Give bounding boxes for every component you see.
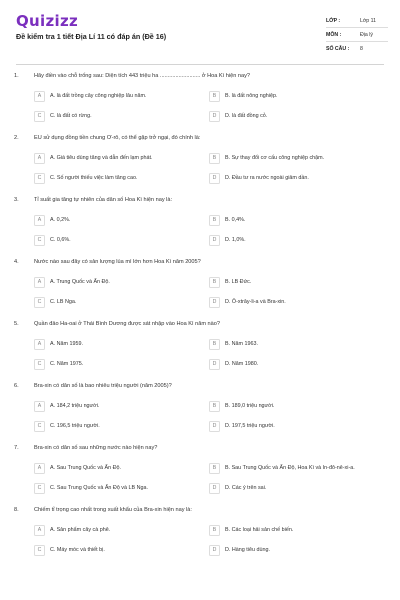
option-text: A. 0,2%. bbox=[50, 216, 71, 223]
meta-label: SỐ CÂU : bbox=[326, 46, 350, 52]
header-divider bbox=[16, 64, 384, 65]
option-letter-box[interactable]: C bbox=[34, 483, 45, 494]
question-text: Bra-xin có dân số sau những nước nào hiện nay? bbox=[34, 445, 158, 451]
option-letter-box[interactable]: A bbox=[34, 91, 45, 102]
option-text: B. Các loại hải sản chế biến. bbox=[225, 526, 294, 533]
answer-option-b[interactable] bbox=[209, 151, 384, 165]
option-letter-box[interactable]: C bbox=[34, 111, 45, 122]
answer-options bbox=[34, 523, 384, 557]
option-letter-box[interactable]: A bbox=[34, 277, 45, 288]
answer-option-d[interactable] bbox=[209, 109, 384, 123]
option-letter-box[interactable]: D bbox=[209, 359, 220, 370]
option-text: D. là đất đồng cỏ. bbox=[225, 112, 268, 119]
option-letter-box[interactable]: C bbox=[34, 359, 45, 370]
answer-option-a[interactable] bbox=[34, 337, 209, 351]
option-letter-box[interactable]: B bbox=[209, 339, 220, 350]
document-title: Đề kiểm tra 1 tiết Địa Lí 11 có đáp án (Đề 16) bbox=[16, 32, 167, 41]
option-text: A. Sau Trung Quốc và Ấn Độ. bbox=[50, 464, 122, 471]
option-letter-box[interactable]: D bbox=[209, 483, 220, 494]
question-text: Chiếm tỉ trọng cao nhất trong xuất khẩu của Bra-xin hiện nay là: bbox=[34, 507, 192, 513]
question-item bbox=[0, 134, 400, 185]
question-stem bbox=[0, 506, 400, 514]
quizizz-logo: Quizizz bbox=[16, 12, 79, 30]
meta-row-class bbox=[326, 14, 388, 28]
question-number: 8. bbox=[14, 507, 19, 513]
option-text: B. 189,0 triệu người. bbox=[225, 402, 275, 409]
answer-option-c[interactable] bbox=[34, 357, 209, 371]
option-letter-box[interactable]: D bbox=[209, 173, 220, 184]
answer-option-b[interactable] bbox=[209, 213, 384, 227]
answer-option-a[interactable] bbox=[34, 213, 209, 227]
option-text: B. là đất nông nghiệp. bbox=[225, 92, 278, 99]
option-text: A. là đất trồng cây công nghiệp lâu năm. bbox=[50, 92, 147, 99]
question-text: Quần đảo Ha-oai ở Thái Bình Dương được sát nhập vào Hoa Kì năm nào? bbox=[34, 321, 221, 327]
answer-option-b[interactable] bbox=[209, 399, 384, 413]
answer-option-a[interactable] bbox=[34, 89, 209, 103]
option-text: B. 0,4%. bbox=[225, 216, 246, 223]
meta-value: Địa lý bbox=[360, 31, 373, 38]
option-text: D. Các ý trên sai. bbox=[225, 484, 267, 491]
question-item bbox=[0, 320, 400, 371]
answer-option-d[interactable] bbox=[209, 481, 384, 495]
answer-option-a[interactable] bbox=[34, 523, 209, 537]
question-item bbox=[0, 506, 400, 557]
option-text: D. 197,5 triệu người. bbox=[225, 422, 275, 429]
answer-option-d[interactable] bbox=[209, 233, 384, 247]
question-number: 7. bbox=[14, 445, 19, 451]
question-item bbox=[0, 72, 400, 123]
question-number: 4. bbox=[14, 259, 19, 265]
option-text: B. Sự thay đổi cơ cấu công nghiệp chậm. bbox=[225, 154, 325, 161]
answer-option-b[interactable] bbox=[209, 89, 384, 103]
question-stem bbox=[0, 444, 400, 452]
question-stem bbox=[0, 258, 400, 266]
answer-option-b[interactable] bbox=[209, 523, 384, 537]
option-text: C. Số người thiếu việc làm tăng cao. bbox=[50, 174, 138, 181]
option-letter-box[interactable]: D bbox=[209, 111, 220, 122]
meta-label: LỚP : bbox=[326, 17, 341, 24]
answer-option-b[interactable] bbox=[209, 461, 384, 475]
option-letter-box[interactable]: B bbox=[209, 463, 220, 474]
option-letter-box[interactable]: B bbox=[209, 277, 220, 288]
answer-option-c[interactable] bbox=[34, 233, 209, 247]
option-letter-box[interactable]: C bbox=[34, 235, 45, 246]
option-text: A. 184,2 triệu người. bbox=[50, 402, 100, 409]
option-letter-box[interactable]: B bbox=[209, 525, 220, 536]
answer-options bbox=[34, 151, 384, 185]
answer-option-d[interactable] bbox=[209, 419, 384, 433]
question-number: 6. bbox=[14, 383, 19, 389]
answer-option-b[interactable] bbox=[209, 337, 384, 351]
answer-option-a[interactable] bbox=[34, 399, 209, 413]
option-letter-box[interactable]: A bbox=[34, 215, 45, 226]
answer-option-c[interactable] bbox=[34, 481, 209, 495]
answer-options bbox=[34, 213, 384, 247]
option-text: D. Hàng tiêu dùng. bbox=[225, 546, 270, 553]
answer-option-d[interactable] bbox=[209, 295, 384, 309]
meta-label: MÔN : bbox=[326, 31, 342, 38]
option-text: D. 1,0%. bbox=[225, 236, 246, 243]
option-letter-box[interactable]: C bbox=[34, 421, 45, 432]
question-stem bbox=[0, 382, 400, 390]
answer-option-d[interactable] bbox=[209, 543, 384, 557]
question-stem bbox=[0, 320, 400, 328]
option-letter-box[interactable]: B bbox=[209, 91, 220, 102]
question-number: 2. bbox=[14, 135, 19, 141]
question-text: Bra-xin có dân số là bao nhiêu triệu người (năm 2005)? bbox=[34, 383, 172, 389]
option-text: D. Năm 1980. bbox=[225, 360, 259, 367]
page-header bbox=[0, 0, 400, 64]
option-text: C. Máy móc và thiết bị. bbox=[50, 546, 105, 553]
option-letter-box[interactable]: A bbox=[34, 339, 45, 350]
question-item bbox=[0, 444, 400, 495]
answer-option-c[interactable] bbox=[34, 543, 209, 557]
question-text: EU sử dụng đồng tiền chung Ơ-rô, có thể gặp trở ngại, đó chính là: bbox=[34, 135, 201, 141]
question-stem bbox=[0, 134, 400, 142]
answer-option-c[interactable] bbox=[34, 295, 209, 309]
question-list bbox=[0, 72, 400, 568]
answer-options bbox=[34, 275, 384, 309]
question-number: 1. bbox=[14, 73, 19, 79]
option-text: A. Sản phẩm cây cà phê. bbox=[50, 526, 111, 533]
question-item bbox=[0, 196, 400, 247]
option-text: B. Năm 1963. bbox=[225, 340, 258, 347]
option-text: B. LB Đức. bbox=[225, 278, 252, 285]
question-number: 5. bbox=[14, 321, 19, 327]
option-letter-box[interactable]: B bbox=[209, 153, 220, 164]
answer-option-a[interactable] bbox=[34, 151, 209, 165]
option-letter-box[interactable]: B bbox=[209, 401, 220, 412]
option-text: A. Trung Quốc và Ấn Độ. bbox=[50, 278, 110, 285]
answer-option-b[interactable] bbox=[209, 275, 384, 289]
question-item bbox=[0, 382, 400, 433]
answer-option-d[interactable] bbox=[209, 357, 384, 371]
answer-option-c[interactable] bbox=[34, 419, 209, 433]
option-text: D. Đầu tư ra nước ngoài giảm dần. bbox=[225, 174, 309, 181]
meta-row-question-count bbox=[326, 42, 388, 56]
answer-options bbox=[34, 337, 384, 371]
meta-value: Lớp 11 bbox=[360, 17, 376, 24]
answer-option-d[interactable] bbox=[209, 171, 384, 185]
option-letter-box[interactable]: D bbox=[209, 297, 220, 308]
option-text: C. 196,5 triệu người. bbox=[50, 422, 100, 429]
option-text: A. Giá tiêu dùng tăng và dẫn đến lạm phát. bbox=[50, 154, 153, 161]
option-letter-box[interactable]: C bbox=[34, 545, 45, 556]
meta-value: 8 bbox=[360, 46, 363, 52]
question-stem bbox=[0, 72, 400, 80]
option-letter-box[interactable]: A bbox=[34, 525, 45, 536]
option-letter-box[interactable]: D bbox=[209, 235, 220, 246]
meta-row-subject bbox=[326, 28, 388, 42]
option-text: C. 0,6%. bbox=[50, 236, 71, 243]
question-number: 3. bbox=[14, 197, 19, 203]
question-text: Hãy điền vào chỗ trống sau: Diện tích 443 triệu ha .......................... ở Hoa Kì hiện nay? bbox=[34, 73, 251, 79]
option-text: C. Sau Trung Quốc và Ấn Độ và LB Nga. bbox=[50, 484, 148, 491]
answer-option-a[interactable] bbox=[34, 461, 209, 475]
answer-option-c[interactable] bbox=[34, 109, 209, 123]
option-letter-box[interactable]: B bbox=[209, 215, 220, 226]
option-letter-box[interactable]: A bbox=[34, 401, 45, 412]
option-letter-box[interactable]: C bbox=[34, 173, 45, 184]
option-text: C. LB Nga. bbox=[50, 298, 77, 305]
option-letter-box[interactable]: D bbox=[209, 421, 220, 432]
answer-option-c[interactable] bbox=[34, 171, 209, 185]
option-letter-box[interactable]: A bbox=[34, 463, 45, 474]
option-letter-box[interactable]: A bbox=[34, 153, 45, 164]
answer-options bbox=[34, 461, 384, 495]
meta-info-box bbox=[326, 14, 388, 56]
option-text: B. Sau Trung Quốc và Ấn Độ, Hoa Kì và In-đô-nê-xi-a. bbox=[225, 464, 355, 471]
answer-option-a[interactable] bbox=[34, 275, 209, 289]
question-text: Nước nào sau đây có sản lượng lúa mì lớn hơn Hoa Kì năm 2005? bbox=[34, 259, 201, 265]
option-text: D. Ô-xtrây-li-a và Bra-xin. bbox=[225, 298, 286, 305]
answer-options bbox=[34, 399, 384, 433]
question-text: Tỉ suất gia tăng tự nhiên của dân số Hoa Kì hiện nay là: bbox=[34, 197, 173, 203]
question-stem bbox=[0, 196, 400, 204]
option-letter-box[interactable]: D bbox=[209, 545, 220, 556]
option-text: C. Năm 1975. bbox=[50, 360, 84, 367]
answer-options bbox=[34, 89, 384, 123]
option-text: A. Năm 1959. bbox=[50, 340, 83, 347]
option-letter-box[interactable]: C bbox=[34, 297, 45, 308]
question-item bbox=[0, 258, 400, 309]
option-text: C. là đất có rừng. bbox=[50, 112, 92, 119]
